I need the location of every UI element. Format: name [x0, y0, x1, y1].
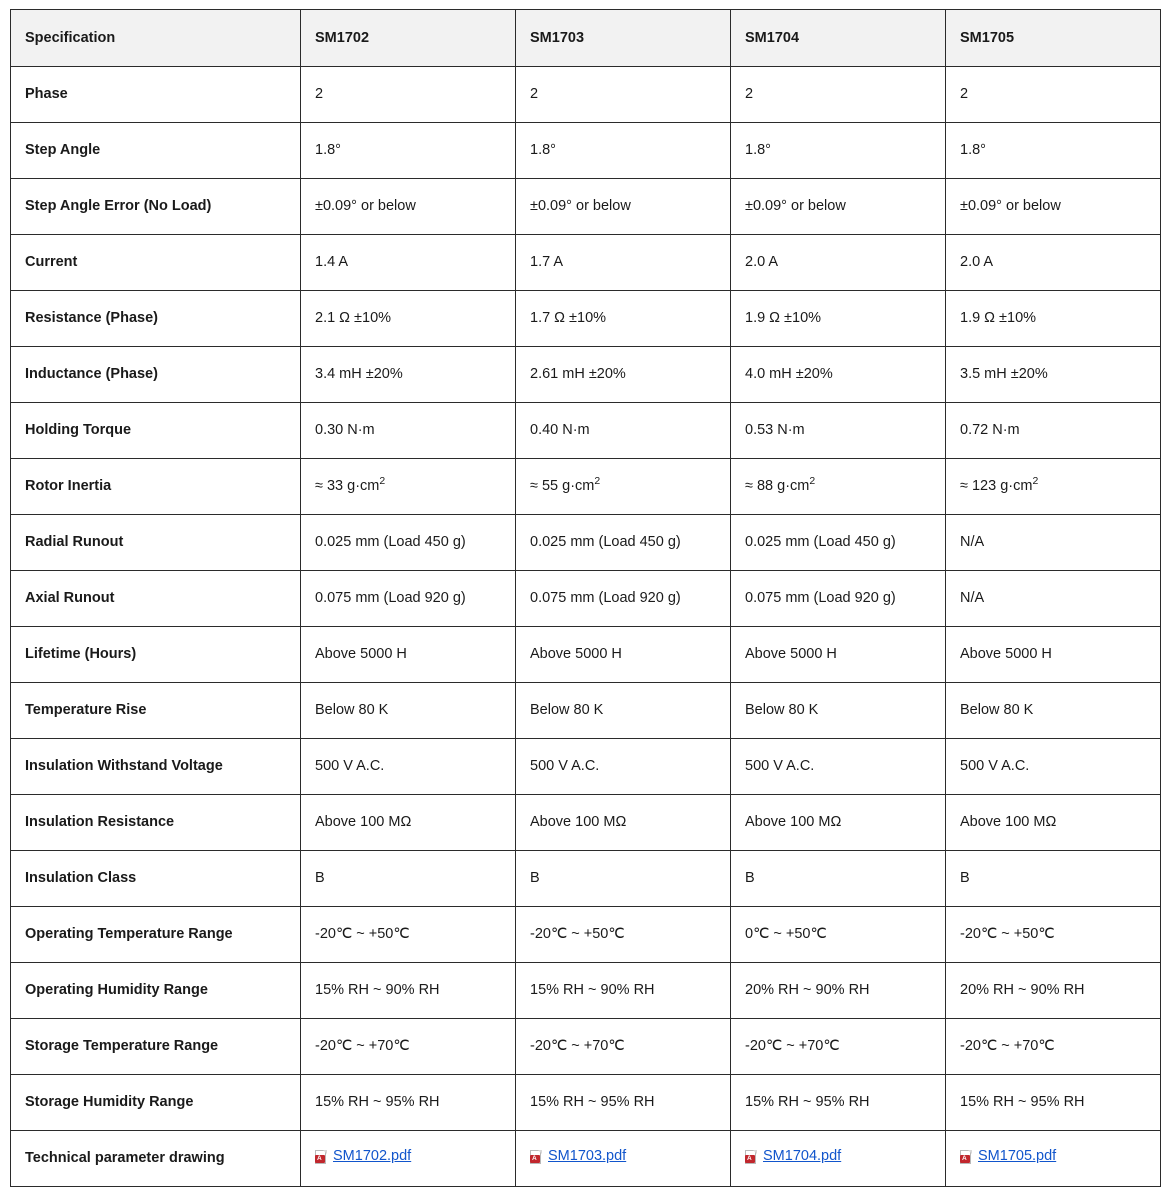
cell-value: 2 — [301, 67, 516, 123]
table-row — [11, 459, 1161, 515]
column-header-sm1702: SM1702 — [301, 10, 516, 67]
table-body — [11, 67, 1161, 1187]
cell-value: 2 — [731, 67, 946, 123]
cell-value: -20℃ ~ +50℃ — [301, 907, 516, 963]
cell-value: ±0.09° or below — [731, 179, 946, 235]
cell-value: 20% RH ~ 90% RH — [731, 963, 946, 1019]
cell-value: Below 80 K — [516, 683, 731, 739]
row-label: Inductance (Phase) — [11, 347, 301, 403]
cell-value: Above 5000 H — [301, 627, 516, 683]
cell-value: 0.30 N·m — [301, 403, 516, 459]
cell-value — [946, 1131, 1161, 1187]
pdf-link-sm1704[interactable] — [745, 1147, 841, 1166]
cell-text: ≈ 55 $g\cdot cm^2$ — [530, 476, 601, 495]
cell-value: 0.025 mm (Load 450 g) — [731, 515, 946, 571]
row-label: Operating Temperature Range — [11, 907, 301, 963]
column-header-specification: Specification — [11, 10, 301, 67]
pdf-file-icon — [530, 1150, 542, 1164]
cell-value: ±0.09° or below — [301, 179, 516, 235]
pdf-link-label: SM1704.pdf — [763, 1148, 842, 1165]
cell-value: 2.0 A — [946, 235, 1161, 291]
cell-value: -20℃ ~ +70℃ — [731, 1019, 946, 1075]
specification-table-container — [10, 9, 1160, 1187]
table-row — [11, 683, 1161, 739]
cell-value: 15% RH ~ 90% RH — [301, 963, 516, 1019]
cell-value: Above 5000 H — [516, 627, 731, 683]
pdf-file-icon — [960, 1150, 972, 1164]
specification-table — [10, 9, 1161, 1187]
table-header — [11, 10, 1161, 67]
cell-value: Above 100 MΩ — [946, 795, 1161, 851]
pdf-link-sm1702[interactable] — [315, 1147, 411, 1166]
row-label: Operating Humidity Range — [11, 963, 301, 1019]
cell-value: 500 V A.C. — [516, 739, 731, 795]
column-header-sm1703: SM1703 — [516, 10, 731, 67]
cell-value: 500 V A.C. — [731, 739, 946, 795]
cell-value: 4.0 mH ±20% — [731, 347, 946, 403]
cell-value: 1.8° — [731, 123, 946, 179]
cell-value: 0.40 N·m — [516, 403, 731, 459]
table-row — [11, 235, 1161, 291]
cell-value: N/A — [946, 515, 1161, 571]
pdf-file-icon — [315, 1150, 327, 1164]
cell-value: 500 V A.C. — [301, 739, 516, 795]
cell-value: ±0.09° or below — [946, 179, 1161, 235]
row-label: Step Angle Error (No Load) — [11, 179, 301, 235]
cell-value: B — [731, 851, 946, 907]
cell-value: 0.075 mm (Load 920 g) — [516, 571, 731, 627]
row-label: Storage Humidity Range — [11, 1075, 301, 1131]
row-label: Holding Torque — [11, 403, 301, 459]
table-header-row — [11, 10, 1161, 67]
cell-value: Below 80 K — [731, 683, 946, 739]
table-row — [11, 67, 1161, 123]
cell-value: B — [516, 851, 731, 907]
cell-value: 1.8° — [301, 123, 516, 179]
row-label: Radial Runout — [11, 515, 301, 571]
cell-value: 2.1 Ω ±10% — [301, 291, 516, 347]
cell-value: 0.72 N·m — [946, 403, 1161, 459]
table-row — [11, 1019, 1161, 1075]
cell-text: ≈ 88 $g\cdot cm^2$ — [745, 476, 816, 495]
pdf-link-label: SM1705.pdf — [978, 1148, 1057, 1165]
cell-value: Below 80 K — [946, 683, 1161, 739]
cell-value: -20℃ ~ +70℃ — [301, 1019, 516, 1075]
cell-value: Above 100 MΩ — [301, 795, 516, 851]
table-row — [11, 851, 1161, 907]
row-label: Phase — [11, 67, 301, 123]
cell-value: 15% RH ~ 95% RH — [516, 1075, 731, 1131]
row-label: Resistance (Phase) — [11, 291, 301, 347]
cell-value: 0.075 mm (Load 920 g) — [301, 571, 516, 627]
cell-value: 2 — [946, 67, 1161, 123]
cell-value: 0.025 mm (Load 450 g) — [516, 515, 731, 571]
table-row — [11, 1131, 1161, 1187]
table-row — [11, 795, 1161, 851]
cell-value: B — [301, 851, 516, 907]
pdf-link-label: SM1703.pdf — [548, 1148, 627, 1165]
cell-value: 20% RH ~ 90% RH — [946, 963, 1161, 1019]
table-row — [11, 739, 1161, 795]
table-row — [11, 403, 1161, 459]
cell-value: Above 5000 H — [731, 627, 946, 683]
cell-value: Below 80 K — [301, 683, 516, 739]
row-label: Storage Temperature Range — [11, 1019, 301, 1075]
row-label: Axial Runout — [11, 571, 301, 627]
cell-value: Above 5000 H — [946, 627, 1161, 683]
cell-value: 2.0 A — [731, 235, 946, 291]
pdf-link-sm1703[interactable] — [530, 1147, 626, 1166]
cell-value — [731, 1131, 946, 1187]
cell-value — [946, 459, 1161, 515]
cell-value — [301, 1131, 516, 1187]
table-row — [11, 627, 1161, 683]
cell-value: 0.075 mm (Load 920 g) — [731, 571, 946, 627]
cell-text: ≈ 33 $g\cdot cm^2$ — [315, 476, 386, 495]
cell-value: 15% RH ~ 95% RH — [301, 1075, 516, 1131]
row-label: Insulation Resistance — [11, 795, 301, 851]
cell-value: 3.5 mH ±20% — [946, 347, 1161, 403]
cell-value: 1.8° — [516, 123, 731, 179]
cell-value — [516, 1131, 731, 1187]
table-row — [11, 179, 1161, 235]
cell-value: 3.4 mH ±20% — [301, 347, 516, 403]
cell-value: N/A — [946, 571, 1161, 627]
cell-value — [516, 459, 731, 515]
table-row — [11, 347, 1161, 403]
cell-value: -20℃ ~ +50℃ — [946, 907, 1161, 963]
cell-value: Above 100 MΩ — [516, 795, 731, 851]
cell-value: -20℃ ~ +50℃ — [516, 907, 731, 963]
table-row — [11, 1075, 1161, 1131]
cell-value: 1.7 Ω ±10% — [516, 291, 731, 347]
cell-value: 500 V A.C. — [946, 739, 1161, 795]
cell-value: Above 100 MΩ — [731, 795, 946, 851]
cell-value: 15% RH ~ 95% RH — [946, 1075, 1161, 1131]
cell-value: 2 — [516, 67, 731, 123]
pdf-file-icon — [745, 1150, 757, 1164]
cell-value: 0℃ ~ +50℃ — [731, 907, 946, 963]
pdf-link-sm1705[interactable] — [960, 1147, 1056, 1166]
table-row — [11, 963, 1161, 1019]
cell-value: 15% RH ~ 90% RH — [516, 963, 731, 1019]
row-label: Lifetime (Hours) — [11, 627, 301, 683]
row-label: Current — [11, 235, 301, 291]
cell-value — [301, 459, 516, 515]
cell-value: 1.4 A — [301, 235, 516, 291]
pdf-link-label: SM1702.pdf — [333, 1148, 412, 1165]
cell-value: 0.53 N·m — [731, 403, 946, 459]
table-row — [11, 907, 1161, 963]
cell-value: -20℃ ~ +70℃ — [946, 1019, 1161, 1075]
row-label: Technical parameter drawing — [11, 1131, 301, 1187]
cell-value: 1.9 Ω ±10% — [946, 291, 1161, 347]
row-label: Step Angle — [11, 123, 301, 179]
table-row — [11, 291, 1161, 347]
row-label: Insulation Class — [11, 851, 301, 907]
table-row — [11, 571, 1161, 627]
cell-text: ≈ 123 $g\cdot cm^2$ — [960, 476, 1039, 495]
cell-value: B — [946, 851, 1161, 907]
cell-value: 2.61 mH ±20% — [516, 347, 731, 403]
cell-value — [731, 459, 946, 515]
cell-value: -20℃ ~ +70℃ — [516, 1019, 731, 1075]
cell-value: 1.9 Ω ±10% — [731, 291, 946, 347]
cell-value: ±0.09° or below — [516, 179, 731, 235]
column-header-sm1704: SM1704 — [731, 10, 946, 67]
table-row — [11, 515, 1161, 571]
cell-value: 0.025 mm (Load 450 g) — [301, 515, 516, 571]
cell-value: 1.8° — [946, 123, 1161, 179]
column-header-sm1705: SM1705 — [946, 10, 1161, 67]
table-row — [11, 123, 1161, 179]
row-label: Temperature Rise — [11, 683, 301, 739]
row-label: Insulation Withstand Voltage — [11, 739, 301, 795]
row-label: Rotor Inertia — [11, 459, 301, 515]
cell-value: 1.7 A — [516, 235, 731, 291]
cell-value: 15% RH ~ 95% RH — [731, 1075, 946, 1131]
